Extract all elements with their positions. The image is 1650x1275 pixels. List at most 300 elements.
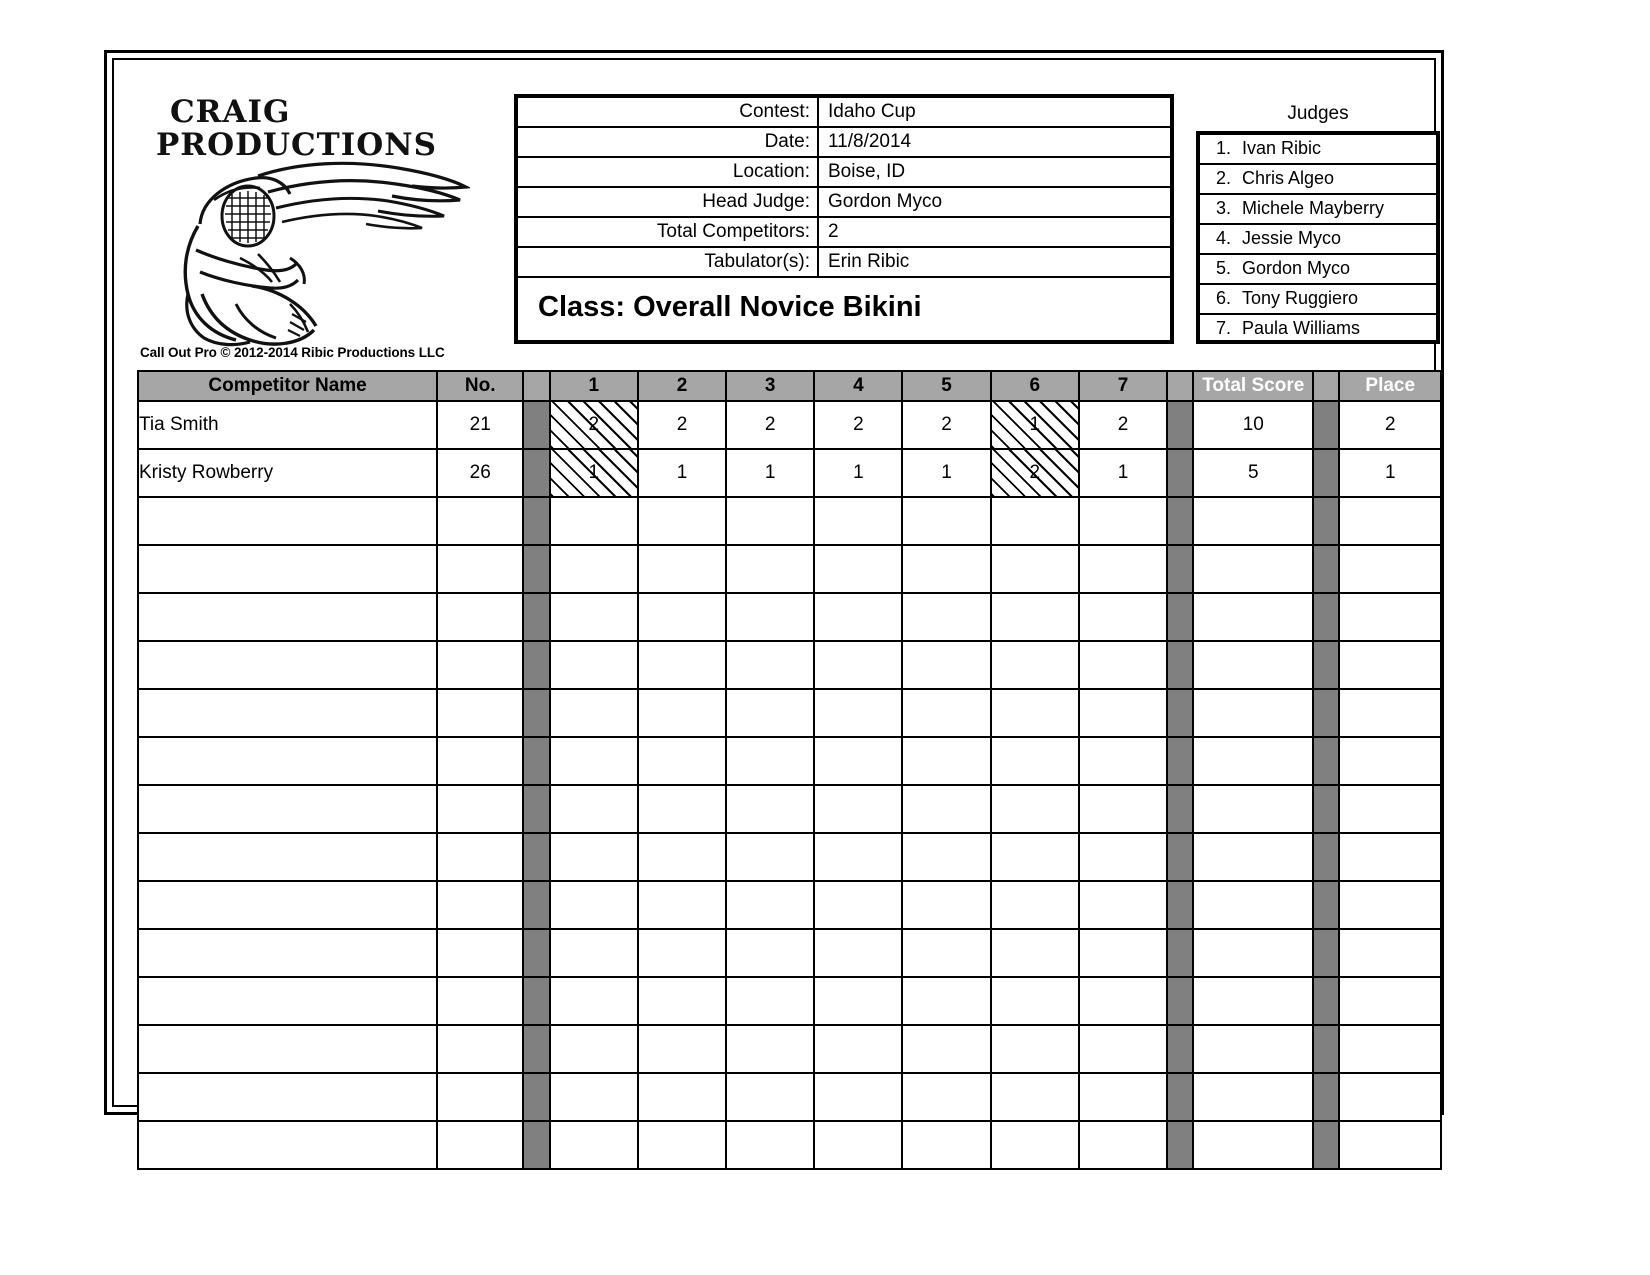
info-value-total-competitors[interactable]: 2 (828, 221, 839, 242)
competitor-name-cell[interactable] (138, 785, 437, 833)
competitor-name-cell[interactable]: Kristy Rowberry (138, 449, 437, 497)
judge-score-cell-1[interactable] (550, 1073, 638, 1121)
judge-score-cell-2[interactable] (638, 1073, 726, 1121)
row-spacer-right (1313, 1121, 1339, 1169)
judge-score-cell-6[interactable] (991, 785, 1079, 833)
competitor-name-cell[interactable] (138, 737, 437, 785)
table-row-empty (138, 641, 1441, 689)
info-row-date (518, 128, 1170, 158)
judge-score-cell-7[interactable] (1079, 737, 1167, 785)
col-header-judge-1: 1 (550, 371, 638, 401)
competitor-name-cell[interactable] (138, 593, 437, 641)
info-row-contest (518, 98, 1170, 128)
judge-score-cell-4[interactable] (814, 497, 902, 545)
judge-score-cell-4[interactable]: 1 (814, 449, 902, 497)
row-spacer-right (1313, 545, 1339, 593)
row-spacer-mid (1167, 881, 1193, 929)
judge-score-cell-5[interactable]: 1 (902, 449, 990, 497)
logo-line-craig: CRAIG (170, 94, 291, 130)
info-value-contest[interactable]: Idaho Cup (828, 101, 916, 122)
judge-score-cell-5[interactable] (902, 833, 990, 881)
total-score-cell: 5 (1193, 449, 1313, 497)
row-spacer-mid (1167, 737, 1193, 785)
judge-score-cell-3[interactable] (726, 881, 814, 929)
competitor-name-cell[interactable] (138, 929, 437, 977)
judge-score-cell-2[interactable] (638, 689, 726, 737)
judge-score-cell-2[interactable] (638, 641, 726, 689)
row-spacer-left (523, 737, 549, 785)
info-row-location (518, 158, 1170, 188)
judge-item-4 (1200, 225, 1436, 255)
competitor-number-cell[interactable] (437, 785, 523, 833)
judge-score-cell-7[interactable] (1079, 641, 1167, 689)
judge-score-cell-2[interactable] (638, 929, 726, 977)
row-spacer-mid (1167, 1073, 1193, 1121)
judge-score-cell-3[interactable] (726, 593, 814, 641)
judge-score-cell-2[interactable]: 2 (638, 401, 726, 449)
judge-score-cell-2[interactable] (638, 497, 726, 545)
row-spacer-mid (1167, 593, 1193, 641)
row-spacer-left (523, 545, 549, 593)
place-cell (1339, 689, 1441, 737)
table-row-empty (138, 737, 1441, 785)
row-spacer-left (523, 449, 549, 497)
competitor-name-cell[interactable] (138, 641, 437, 689)
judge-name-5: Gordon Myco (1242, 258, 1351, 278)
competitor-number-cell[interactable] (437, 1025, 523, 1073)
judge-score-cell-2[interactable] (638, 1121, 726, 1169)
place-cell (1339, 497, 1441, 545)
total-score-cell (1193, 881, 1313, 929)
judge-score-cell-5[interactable] (902, 641, 990, 689)
info-value-date[interactable]: 11/8/2014 (828, 131, 912, 152)
judge-score-cell-4[interactable] (814, 1073, 902, 1121)
judge-score-cell-6[interactable] (991, 1121, 1079, 1169)
judge-score-cell-5[interactable]: 2 (902, 401, 990, 449)
judge-score-cell-1[interactable] (550, 545, 638, 593)
competitor-name-cell[interactable] (138, 881, 437, 929)
row-spacer-mid (1167, 545, 1193, 593)
total-score-cell (1193, 1025, 1313, 1073)
judge-score-cell-3[interactable] (726, 689, 814, 737)
table-row-empty (138, 785, 1441, 833)
judge-item-3 (1200, 195, 1436, 225)
judge-score-cell-6[interactable] (991, 545, 1079, 593)
place-cell (1339, 1025, 1441, 1073)
judge-score-cell-2[interactable] (638, 833, 726, 881)
judge-score-cell-4[interactable] (814, 737, 902, 785)
col-header-place: Place (1339, 371, 1441, 401)
place-cell (1339, 1073, 1441, 1121)
judge-item-7 (1200, 315, 1436, 345)
judge-score-cell-3[interactable] (726, 497, 814, 545)
judge-score-cell-1[interactable] (550, 689, 638, 737)
competitor-number-cell[interactable] (437, 737, 523, 785)
row-spacer-left (523, 833, 549, 881)
judge-score-cell-4[interactable] (814, 1025, 902, 1073)
place-cell (1339, 833, 1441, 881)
judge-score-cell-5[interactable] (902, 689, 990, 737)
row-spacer-left (523, 497, 549, 545)
judge-score-cell-5[interactable] (902, 737, 990, 785)
total-score-cell (1193, 1121, 1313, 1169)
judge-score-cell-5[interactable] (902, 929, 990, 977)
row-spacer-right (1313, 833, 1339, 881)
total-score-cell (1193, 737, 1313, 785)
judge-name-1: Ivan Ribic (1242, 138, 1322, 158)
row-spacer-right (1313, 929, 1339, 977)
competitor-number-cell[interactable] (437, 929, 523, 977)
header-spacer-mid (1167, 371, 1193, 401)
place-cell (1339, 593, 1441, 641)
judge-score-cell-5[interactable] (902, 1121, 990, 1169)
judge-score-cell-3[interactable] (726, 641, 814, 689)
row-spacer-right (1313, 401, 1339, 449)
info-value-head-judge[interactable]: Gordon Myco (828, 191, 943, 212)
judge-score-cell-6-value: 2 (1029, 462, 1041, 483)
row-spacer-left (523, 1073, 549, 1121)
judge-score-cell-4[interactable] (814, 785, 902, 833)
table-row-empty (138, 593, 1441, 641)
info-value-tabulators[interactable]: Erin Ribic (828, 251, 910, 272)
judge-score-cell-3[interactable]: 1 (726, 449, 814, 497)
contest-info-box (514, 94, 1174, 344)
judge-score-cell-7[interactable] (1079, 689, 1167, 737)
competitor-number-cell[interactable] (437, 833, 523, 881)
header-spacer-right (1313, 371, 1339, 401)
judge-score-cell-1[interactable] (550, 881, 638, 929)
competitor-name-cell[interactable] (138, 977, 437, 1025)
judge-score-cell-7[interactable] (1079, 785, 1167, 833)
row-spacer-mid (1167, 833, 1193, 881)
table-row-empty (138, 881, 1441, 929)
judge-score-cell-7[interactable]: 1 (1079, 449, 1167, 497)
col-header-judge-6: 6 (991, 371, 1079, 401)
info-label-location: Location: (518, 158, 819, 186)
judge-score-cell-1[interactable] (550, 833, 638, 881)
competitor-number-cell[interactable] (437, 641, 523, 689)
judge-score-cell-7[interactable] (1079, 1073, 1167, 1121)
row-spacer-left (523, 881, 549, 929)
row-spacer-left (523, 785, 549, 833)
row-spacer-mid (1167, 785, 1193, 833)
judge-score-cell-7[interactable] (1079, 977, 1167, 1025)
judge-score-cell-2[interactable] (638, 545, 726, 593)
competitor-number-cell[interactable] (437, 1121, 523, 1169)
row-spacer-mid (1167, 1121, 1193, 1169)
row-spacer-mid (1167, 449, 1193, 497)
judge-number-4: 4. (1216, 228, 1232, 248)
table-row-empty (138, 1025, 1441, 1073)
judge-score-cell-5[interactable] (902, 497, 990, 545)
judge-score-cell-5[interactable] (902, 785, 990, 833)
judge-score-cell-6[interactable] (991, 401, 1079, 449)
place-cell (1339, 545, 1441, 593)
table-row (138, 449, 1441, 497)
judge-score-cell-3[interactable] (726, 785, 814, 833)
judge-score-cell-6[interactable] (991, 977, 1079, 1025)
total-score-cell: 10 (1193, 401, 1313, 449)
judge-number-7: 7. (1216, 318, 1232, 338)
table-row (138, 401, 1441, 449)
total-score-cell (1193, 593, 1313, 641)
judge-score-cell-1[interactable] (550, 929, 638, 977)
competitor-number-cell[interactable]: 26 (437, 449, 523, 497)
judge-score-cell-1[interactable] (550, 1025, 638, 1073)
judges-list (1196, 131, 1440, 344)
row-spacer-left (523, 593, 549, 641)
total-score-cell (1193, 545, 1313, 593)
judge-score-cell-5[interactable] (902, 545, 990, 593)
scoring-table-body (138, 401, 1441, 1169)
judge-score-cell-6[interactable] (991, 737, 1079, 785)
judge-number-6: 6. (1216, 288, 1232, 308)
judge-score-cell-5[interactable] (902, 977, 990, 1025)
info-label-total-competitors: Total Competitors: (518, 218, 819, 246)
table-row-empty (138, 497, 1441, 545)
judge-score-cell-6[interactable] (991, 1025, 1079, 1073)
info-label-contest: Contest: (518, 98, 819, 126)
competitor-name-cell[interactable] (138, 833, 437, 881)
judge-score-cell-5[interactable] (902, 881, 990, 929)
competitor-number-cell[interactable] (437, 545, 523, 593)
judge-score-cell-7[interactable] (1079, 1025, 1167, 1073)
header-spacer-left (523, 371, 549, 401)
class-title: Class: Overall Novice Bikini (538, 290, 922, 323)
judge-score-cell-4[interactable] (814, 881, 902, 929)
info-row-total-competitors (518, 218, 1170, 248)
row-spacer-right (1313, 1025, 1339, 1073)
total-score-cell (1193, 785, 1313, 833)
judge-score-cell-2[interactable] (638, 593, 726, 641)
row-spacer-left (523, 1025, 549, 1073)
competitor-name-cell[interactable] (138, 1121, 437, 1169)
judge-score-cell-6[interactable] (991, 689, 1079, 737)
place-cell (1339, 1121, 1441, 1169)
judge-score-cell-3[interactable] (726, 545, 814, 593)
judge-score-cell-1[interactable] (550, 401, 638, 449)
judge-score-cell-6[interactable] (991, 1073, 1079, 1121)
row-spacer-right (1313, 785, 1339, 833)
competitor-name-cell[interactable] (138, 545, 437, 593)
judge-name-2: Chris Algeo (1242, 168, 1335, 188)
judge-score-cell-4[interactable] (814, 977, 902, 1025)
judge-score-cell-2[interactable] (638, 977, 726, 1025)
judge-score-cell-6[interactable] (991, 881, 1079, 929)
judge-score-cell-3[interactable]: 2 (726, 401, 814, 449)
row-spacer-mid (1167, 401, 1193, 449)
total-score-cell (1193, 1073, 1313, 1121)
competitor-name-cell[interactable] (138, 1025, 437, 1073)
judge-score-cell-2[interactable] (638, 785, 726, 833)
judge-score-cell-1[interactable] (550, 737, 638, 785)
row-spacer-mid (1167, 641, 1193, 689)
judge-score-cell-5[interactable] (902, 593, 990, 641)
judge-item-5 (1200, 255, 1436, 285)
competitor-number-cell[interactable] (437, 593, 523, 641)
logo-wordmark (152, 96, 472, 162)
judge-score-cell-2[interactable] (638, 737, 726, 785)
place-cell: 1 (1339, 449, 1441, 497)
competitor-name-cell[interactable] (138, 689, 437, 737)
judge-score-cell-6[interactable] (991, 833, 1079, 881)
table-row-empty (138, 1073, 1441, 1121)
judge-score-cell-1[interactable] (550, 1121, 638, 1169)
col-header-total-score: Total Score (1193, 371, 1313, 401)
competitor-name-cell[interactable]: Tia Smith (138, 401, 437, 449)
place-cell (1339, 977, 1441, 1025)
total-score-cell (1193, 689, 1313, 737)
table-row-empty (138, 689, 1441, 737)
judge-score-cell-3[interactable] (726, 833, 814, 881)
info-label-head-judge: Head Judge: (518, 188, 819, 216)
judge-score-cell-4[interactable] (814, 929, 902, 977)
competitor-number-cell[interactable]: 21 (437, 401, 523, 449)
judge-score-cell-1[interactable] (550, 497, 638, 545)
judge-score-cell-2[interactable] (638, 1025, 726, 1073)
judge-score-cell-2[interactable]: 1 (638, 449, 726, 497)
judge-score-cell-7[interactable] (1079, 929, 1167, 977)
table-row-empty (138, 833, 1441, 881)
place-cell (1339, 641, 1441, 689)
judge-score-cell-4[interactable]: 2 (814, 401, 902, 449)
table-row-empty (138, 929, 1441, 977)
total-score-cell (1193, 641, 1313, 689)
row-spacer-right (1313, 689, 1339, 737)
info-row-tabulators (518, 248, 1170, 278)
place-cell (1339, 737, 1441, 785)
total-score-cell (1193, 833, 1313, 881)
judge-score-cell-6[interactable] (991, 449, 1079, 497)
info-row-head-judge (518, 188, 1170, 218)
judge-score-cell-1-value: 2 (588, 414, 600, 435)
judge-score-cell-1[interactable] (550, 641, 638, 689)
judge-score-cell-4[interactable] (814, 833, 902, 881)
judge-score-cell-4[interactable] (814, 593, 902, 641)
place-cell: 2 (1339, 401, 1441, 449)
row-spacer-right (1313, 1073, 1339, 1121)
row-spacer-mid (1167, 497, 1193, 545)
judge-number-3: 3. (1216, 198, 1232, 218)
judge-number-5: 5. (1216, 258, 1232, 278)
row-spacer-left (523, 401, 549, 449)
header-row (138, 371, 1441, 401)
judge-score-cell-7[interactable] (1079, 593, 1167, 641)
craig-productions-logo (140, 92, 470, 350)
competitor-number-cell[interactable] (437, 1073, 523, 1121)
place-cell (1339, 785, 1441, 833)
competitor-number-cell[interactable] (437, 689, 523, 737)
col-header-judge-2: 2 (638, 371, 726, 401)
judge-score-cell-3[interactable] (726, 929, 814, 977)
row-spacer-mid (1167, 689, 1193, 737)
row-spacer-right (1313, 593, 1339, 641)
row-spacer-mid (1167, 929, 1193, 977)
judge-item-2 (1200, 165, 1436, 195)
bodybuilder-figure-icon (140, 154, 470, 350)
judge-score-cell-7[interactable] (1079, 497, 1167, 545)
judge-score-cell-3[interactable] (726, 977, 814, 1025)
judge-score-cell-5[interactable] (902, 1025, 990, 1073)
judge-score-cell-6[interactable] (991, 497, 1079, 545)
judges-panel-title: Judges (1287, 103, 1349, 124)
row-spacer-left (523, 977, 549, 1025)
judge-name-6: Tony Ruggiero (1242, 288, 1359, 308)
judge-score-cell-7[interactable] (1079, 1121, 1167, 1169)
col-header-judge-3: 3 (726, 371, 814, 401)
row-spacer-right (1313, 977, 1339, 1025)
competitor-number-cell[interactable] (437, 977, 523, 1025)
judge-score-cell-1[interactable] (550, 593, 638, 641)
judge-score-cell-1[interactable] (550, 977, 638, 1025)
judge-item-6 (1200, 285, 1436, 315)
judge-score-cell-6-value: 1 (1029, 414, 1041, 435)
info-value-location[interactable]: Boise, ID (828, 161, 906, 182)
judge-score-cell-7[interactable]: 2 (1079, 401, 1167, 449)
scoring-table-header (138, 371, 1441, 401)
row-spacer-left (523, 1121, 549, 1169)
total-score-cell (1193, 929, 1313, 977)
judge-score-cell-3[interactable] (726, 1025, 814, 1073)
row-spacer-right (1313, 737, 1339, 785)
judge-score-cell-7[interactable] (1079, 833, 1167, 881)
competitor-name-cell[interactable] (138, 497, 437, 545)
judge-score-cell-1[interactable] (550, 449, 638, 497)
judge-score-cell-3[interactable] (726, 1121, 814, 1169)
row-spacer-left (523, 641, 549, 689)
competitor-number-cell[interactable] (437, 497, 523, 545)
copyright-text: Call Out Pro © 2012-2014 Ribic Productions LLC (140, 345, 445, 360)
col-header-number: No. (437, 371, 523, 401)
logo-line-productions: PRODUCTIONS (156, 126, 437, 163)
judge-item-1 (1200, 135, 1436, 165)
competitor-name-cell[interactable] (138, 1073, 437, 1121)
judge-name-3: Michele Mayberry (1242, 198, 1385, 218)
judge-score-cell-1[interactable] (550, 785, 638, 833)
col-header-judge-5: 5 (902, 371, 990, 401)
judge-score-cell-7[interactable] (1079, 545, 1167, 593)
judge-score-cell-4[interactable] (814, 641, 902, 689)
table-row-empty (138, 1121, 1441, 1169)
judge-score-cell-6[interactable] (991, 593, 1079, 641)
row-spacer-left (523, 689, 549, 737)
class-row (518, 278, 1170, 336)
judge-score-cell-6[interactable] (991, 641, 1079, 689)
judge-score-cell-3[interactable] (726, 1073, 814, 1121)
place-cell (1339, 881, 1441, 929)
judge-score-cell-4[interactable] (814, 1121, 902, 1169)
judge-score-cell-4[interactable] (814, 545, 902, 593)
judge-score-cell-6[interactable] (991, 929, 1079, 977)
judge-number-1: 1. (1216, 138, 1232, 158)
row-spacer-mid (1167, 1025, 1193, 1073)
judge-name-7: Paula Williams (1242, 318, 1361, 338)
total-score-cell (1193, 977, 1313, 1025)
judge-score-cell-5[interactable] (902, 1073, 990, 1121)
col-header-competitor-name: Competitor Name (138, 371, 437, 401)
scoring-table (137, 370, 1442, 1170)
row-spacer-right (1313, 497, 1339, 545)
judge-score-cell-3[interactable] (726, 737, 814, 785)
judge-score-cell-4[interactable] (814, 689, 902, 737)
info-label-tabulators: Tabulator(s): (518, 248, 819, 276)
judge-number-2: 2. (1216, 168, 1232, 188)
judge-score-cell-7[interactable] (1079, 881, 1167, 929)
row-spacer-mid (1167, 977, 1193, 1025)
competitor-number-cell[interactable] (437, 881, 523, 929)
judge-score-cell-2[interactable] (638, 881, 726, 929)
col-header-judge-7: 7 (1079, 371, 1167, 401)
